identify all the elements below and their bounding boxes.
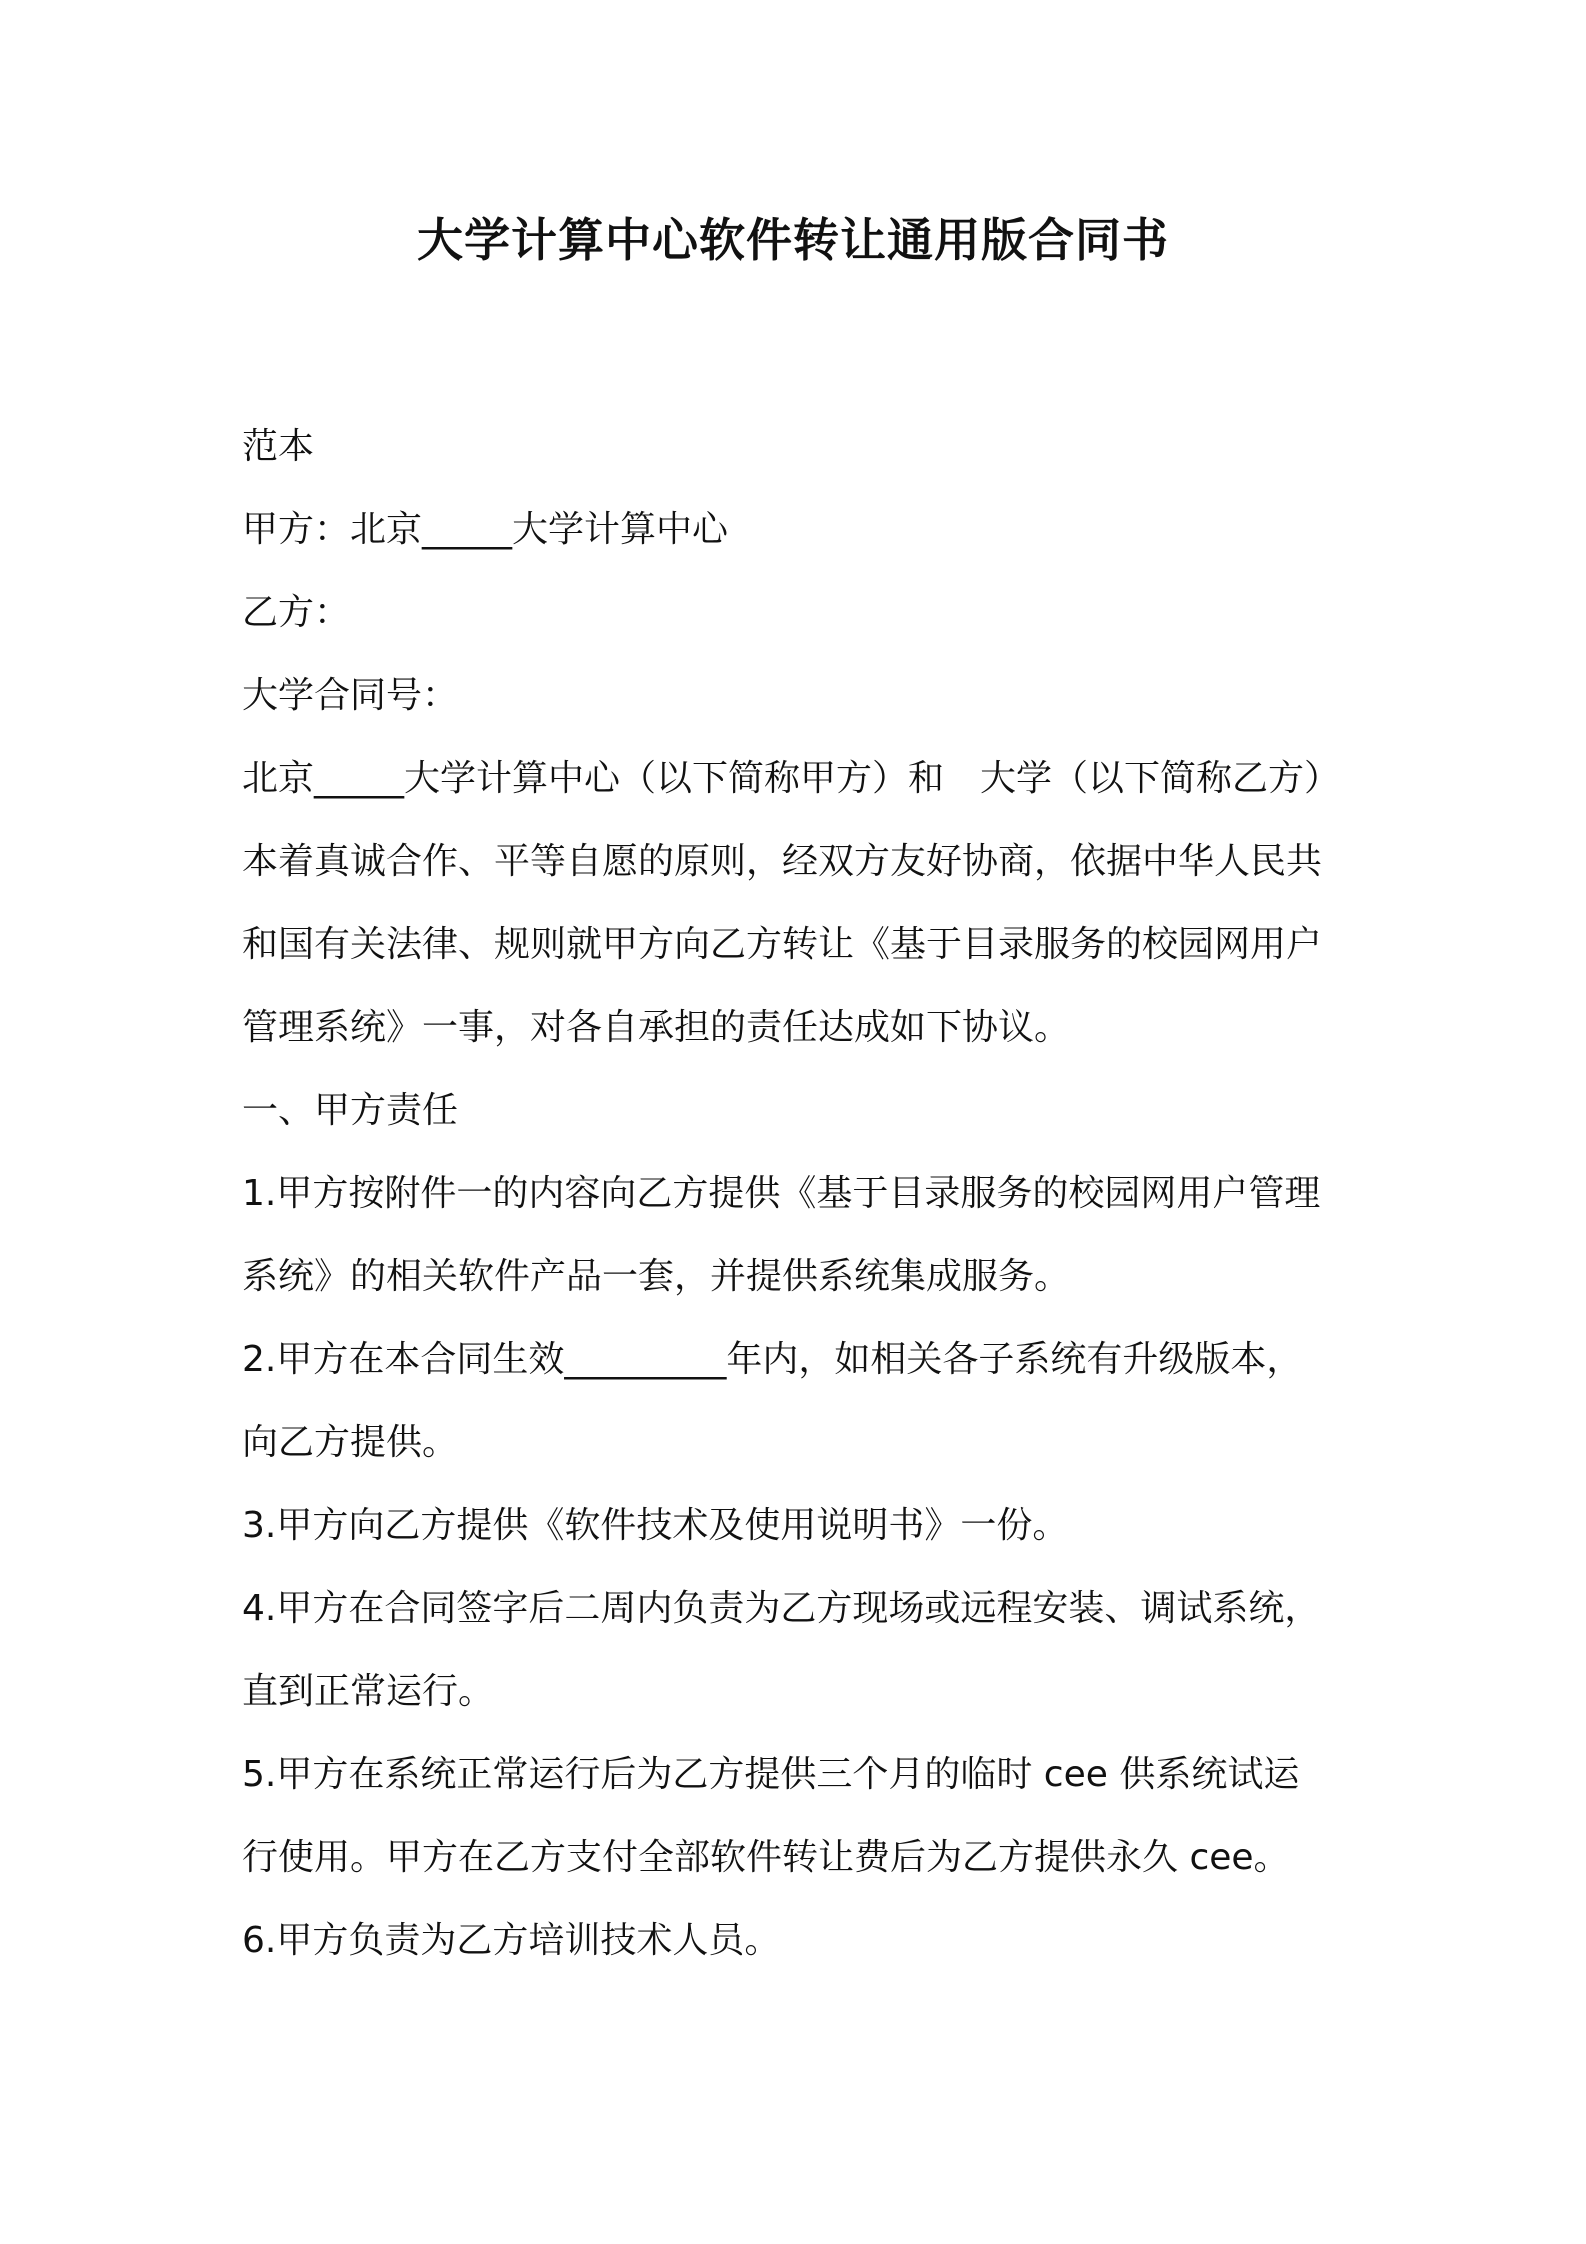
preamble-line: 北京_____大学计算中心（以下简称甲方）和 大学（以下简称乙方） [242, 758, 1341, 799]
clause-line: 1.甲方按附件一的内容向乙方提供《基于目录服务的校园网用户管理 [242, 1173, 1321, 1214]
document-body [242, 405, 1362, 1982]
party-a-line: 甲方：北京_____大学计算中心 [242, 509, 729, 550]
contract-number-line: 大学合同号： [242, 675, 459, 716]
clause-line: 直到正常运行。 [242, 1671, 495, 1712]
section-heading: 一、甲方责任 [242, 1090, 459, 1131]
preamble-line: 管理系统》一事，对各自承担的责任达成如下协议。 [242, 1007, 1071, 1048]
clause-line: 4.甲方在合同签字后二周内负责为乙方现场或远程安装、调试系统， [242, 1588, 1321, 1629]
preamble-line: 和国有关法律、规则就甲方向乙方转让《基于目录服务的校园网用户 [242, 924, 1323, 965]
document-title: 大学计算中心软件转让通用版合同书 [417, 213, 1169, 267]
party-b-line: 乙方： [242, 592, 351, 633]
clause-line: 5.甲方在系统正常运行后为乙方提供三个月的临时 cee 供系统试运 [242, 1754, 1300, 1795]
clause-line: 3.甲方向乙方提供《软件技术及使用说明书》一份。 [242, 1505, 1069, 1546]
clause-line: 向乙方提供。 [242, 1422, 459, 1463]
clause-line: 系统》的相关软件产品一套，并提供系统集成服务。 [242, 1256, 1071, 1297]
preamble-line: 本着真诚合作、平等自愿的原则，经双方友好协商，依据中华人民共 [242, 841, 1323, 882]
clause-line: 行使用。甲方在乙方支付全部软件转让费后为乙方提供永久 cee。 [242, 1837, 1290, 1878]
clause-line: 6.甲方负责为乙方培训技术人员。 [242, 1920, 781, 1961]
clause-line: 2.甲方在本合同生效_________年内，如相关各子系统有升级版本， [242, 1339, 1303, 1380]
template-label: 范本 [242, 426, 315, 467]
